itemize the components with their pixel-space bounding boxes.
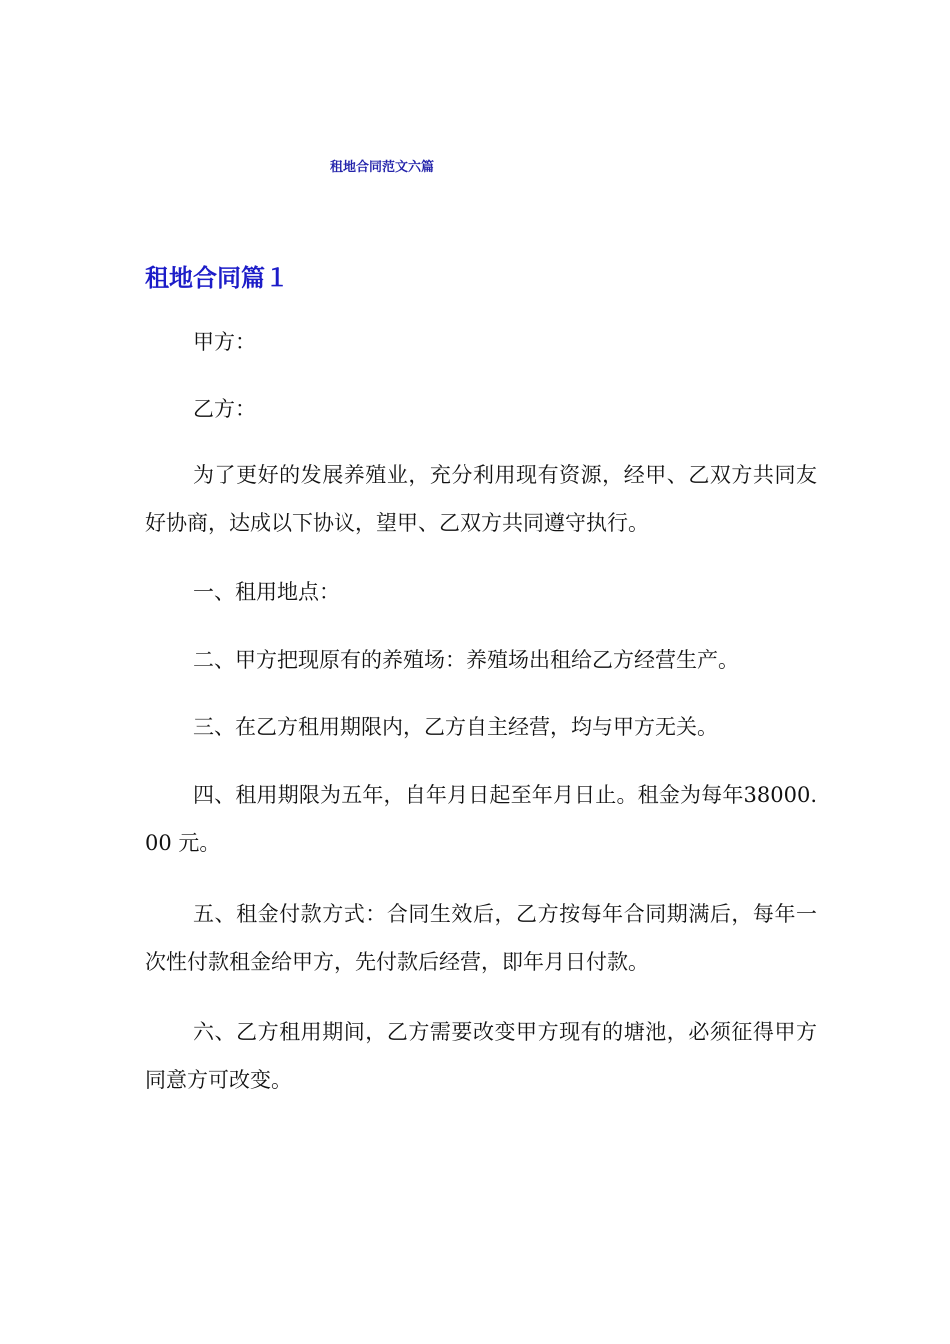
paragraph-clause-2: 二、甲方把现原有的养殖场：养殖场出租给乙方经营生产。 [193, 648, 739, 672]
paragraph-party-b: 乙方： [193, 397, 256, 421]
document-header-title: 租地合同范文六篇 [330, 160, 435, 175]
paragraph-intro: 为了更好的发展养殖业，充分利用现有资源，经甲、乙双方共同友好协商，达成以下协议，望甲、乙双方共同遵守执行。 [145, 463, 817, 535]
paragraph-clause-4: 四、租用期限为五年，自年月日起至年月日止。租金为每年38000.00 元。 [145, 783, 817, 855]
paragraph-clause-3: 三、在乙方租用期限内，乙方自主经营，均与甲方无关。 [193, 715, 718, 739]
paragraph-party-a: 甲方： [193, 330, 256, 354]
section-title: 租地合同篇１ [145, 264, 289, 292]
paragraph-clause-5: 五、租金付款方式：合同生效后，乙方按每年合同期满后，每年一次性付款租金给甲方，先付款后经营，即年月日付款。 [145, 902, 817, 974]
paragraph-clause-1: 一、租用地点： [193, 580, 340, 604]
paragraph-clause-6: 六、乙方租用期间，乙方需要改变甲方现有的塘池，必须征得甲方同意方可改变。 [145, 1020, 817, 1092]
